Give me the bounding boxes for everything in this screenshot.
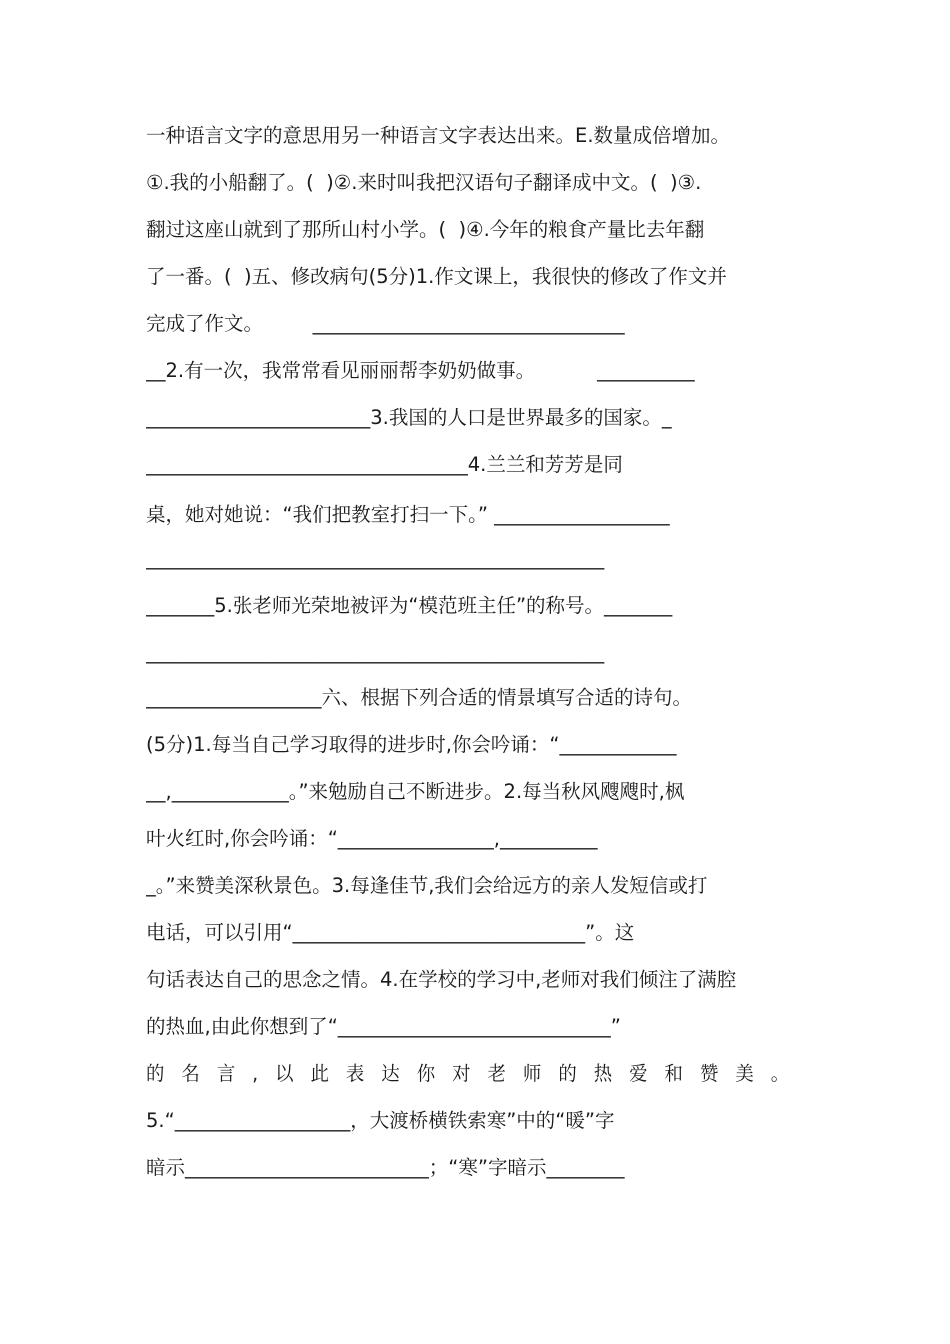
- text-line: 句话表达自己的思念之情。4.在学校的学习中,老师对我们倾注了满腔: [146, 968, 737, 991]
- text-line: 5.“__________________，大渡桥横铁索寒”中的“暖”字: [146, 1109, 615, 1132]
- text-line: (5分)1.每当自己学习取得的进步时,你会吟诵：“____________: [146, 733, 677, 756]
- text-line: 叶火红时,你会吟诵：“________________,__________: [146, 827, 598, 850]
- text-line: _。”来赞美深秋景色。3.每逢佳节,我们会给远方的亲人发短信或打: [146, 874, 708, 897]
- text-line: 一种语言文字的意思用另一种语言文字表达出来。E.数量成倍增加。: [146, 124, 731, 147]
- text-line: 完成了作文。 ________________________________: [146, 312, 625, 335]
- text-line: 暗示_________________________；“寒”字暗示________: [146, 1156, 625, 1179]
- text-line: 的名言,以此表达你对老师的热爱和赞美。: [146, 1062, 806, 1085]
- text-line: 电话，可以引用“______________________________”。这: [146, 921, 635, 944]
- text-line: _______________________________________________: [146, 547, 605, 570]
- text-line: __________________六、根据下列合适的情景填写合适的诗句。: [146, 686, 693, 709]
- text-line: 桌，她对她说：“我们把教室打扫一下。” __________________: [146, 503, 670, 526]
- text-line: _______________________3.我国的人口是世界最多的国家。_: [146, 406, 672, 429]
- text-line: __,____________。”来勉励自己不断进步。2.每当秋风飕飕时,枫: [146, 780, 685, 803]
- text-line: ①.我的小船翻了。( )②.来时叫我把汉语句子翻译成中文。( )③.: [146, 171, 702, 194]
- text-line: 翻过这座山就到了那所山村小学。( )④.今年的粮食产量比去年翻: [146, 218, 705, 241]
- text-line: _________________________________4.兰兰和芳芳是同: [146, 453, 623, 476]
- text-line: 了一番。( )五、修改病句(5分)1.作文课上，我很快的修改了作文并: [146, 265, 727, 288]
- text-line: _______________________________________________: [146, 641, 605, 664]
- text-line: _______5.张老师光荣地被评为“模范班主任”的称号。_______: [146, 594, 673, 617]
- text-line: __2.有一次，我常常看见丽丽帮李奶奶做事。 __________: [146, 359, 695, 382]
- text-line: 的热血,由此你想到了“____________________________”: [146, 1015, 621, 1038]
